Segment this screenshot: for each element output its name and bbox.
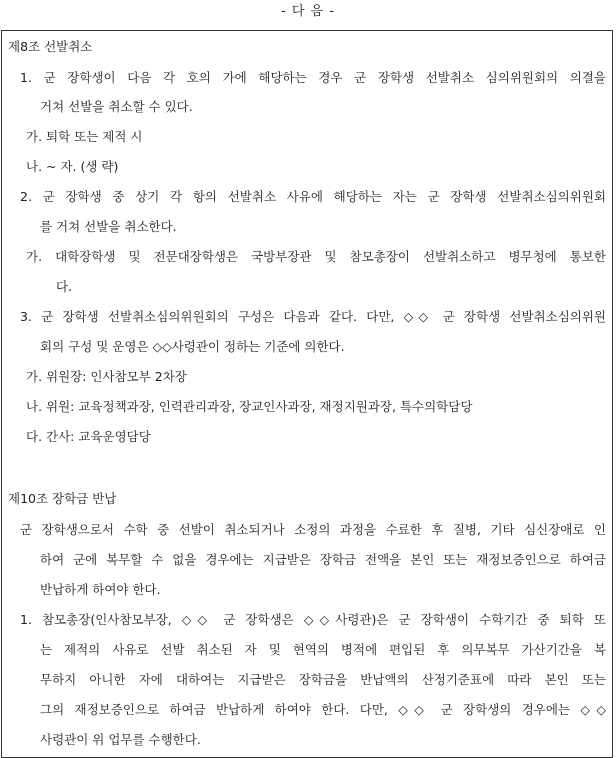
regulation-box — [1, 30, 613, 758]
article8-item-2-cont: 를 거쳐 선발을 취소한다. — [40, 219, 177, 234]
article10-item-1-cont-1: 는 제적의 사유로 선발 취소된 자 및 현역의 병적에 편입된 후 의무복무 가산기간을 복 — [40, 642, 606, 657]
article8-item-1: 1. 군 장학생이 다음 각 호의 가에 해당하는 경우 군 장학생 선발취소 심의위원회의 의결을 — [20, 70, 606, 85]
article10-para-1: 군 장학생으로서 수학 중 선발이 취소되거나 소정의 과정을 수료한 후 질병, 기타 심신장애로 인 — [20, 522, 606, 537]
notice-heading: - 다 음 - — [281, 4, 335, 19]
article10-para-3: 반납하게 하여야 한다. — [40, 582, 161, 597]
article8-title: 제8조 선발취소 — [8, 39, 93, 54]
article8-item-3: 3. 군 장학생 선발취소심의위원회의 구성은 다음과 같다. 다만, ◇◇ 군 장학생 선발취소심의위원 — [20, 309, 606, 324]
article8-sub-members: 나. 위원: 교육정책과장, 인력관리과장, 장교인사과장, 재정지원과장, 특수의학담당 — [26, 399, 473, 414]
article8-sub-ga-2: 가. 대학장학생 및 전문대장학생은 국방부장관 및 참모총장이 선발취소하고 병무청에 통보한 — [26, 249, 606, 264]
article8-sub-ga-2-cont: 다. — [56, 279, 73, 294]
article10-item-1-cont-3: 그의 재정보증인으로 하여금 반납하게 하여야 한다. 다만, ◇◇ 군 장학생의 경우에는 ◇◇ — [40, 702, 606, 717]
article8-sub-na: 나. ~ 자. (생 략) — [26, 159, 119, 174]
article8-sub-ga: 가. 퇴학 또는 제적 시 — [26, 129, 143, 144]
article10-item-1: 1. 참모총장(인사참모부장, ◇◇ 군 장학생은 ◇◇사령관)은 군 장학생이 수학기간 중 퇴학 또 — [20, 612, 606, 627]
article8-item-3-cont: 회의 구성 및 운영은 ◇◇사령관이 정하는 기준에 의한다. — [40, 339, 345, 354]
article8-sub-chair: 가. 위원장: 인사참모부 2차장 — [26, 369, 187, 384]
article8-item-2: 2. 군 장학생 중 상기 각 항의 선발취소 사유에 해당하는 자는 군 장학생 선발취소심의위원회 — [20, 189, 606, 204]
article10-item-1-cont-4: 사령관이 위 업무를 수행한다. — [40, 732, 201, 747]
article10-title: 제10조 장학금 반납 — [8, 491, 117, 506]
article10-item-1-cont-2: 무하지 아니한 자에 대하여는 지급받은 장학금을 반납액의 산정기준표에 따라 본인 또는 — [40, 672, 606, 687]
article10-para-2: 하여 군에 복무할 수 없을 경우에는 지급받은 장학금 전액을 본인 또는 재정보증인으로 하여금 — [40, 552, 606, 567]
article8-item-1-cont: 거쳐 선발을 취소할 수 있다. — [40, 99, 193, 114]
article8-sub-secretary: 다. 간사: 교육운영담당 — [26, 429, 151, 444]
